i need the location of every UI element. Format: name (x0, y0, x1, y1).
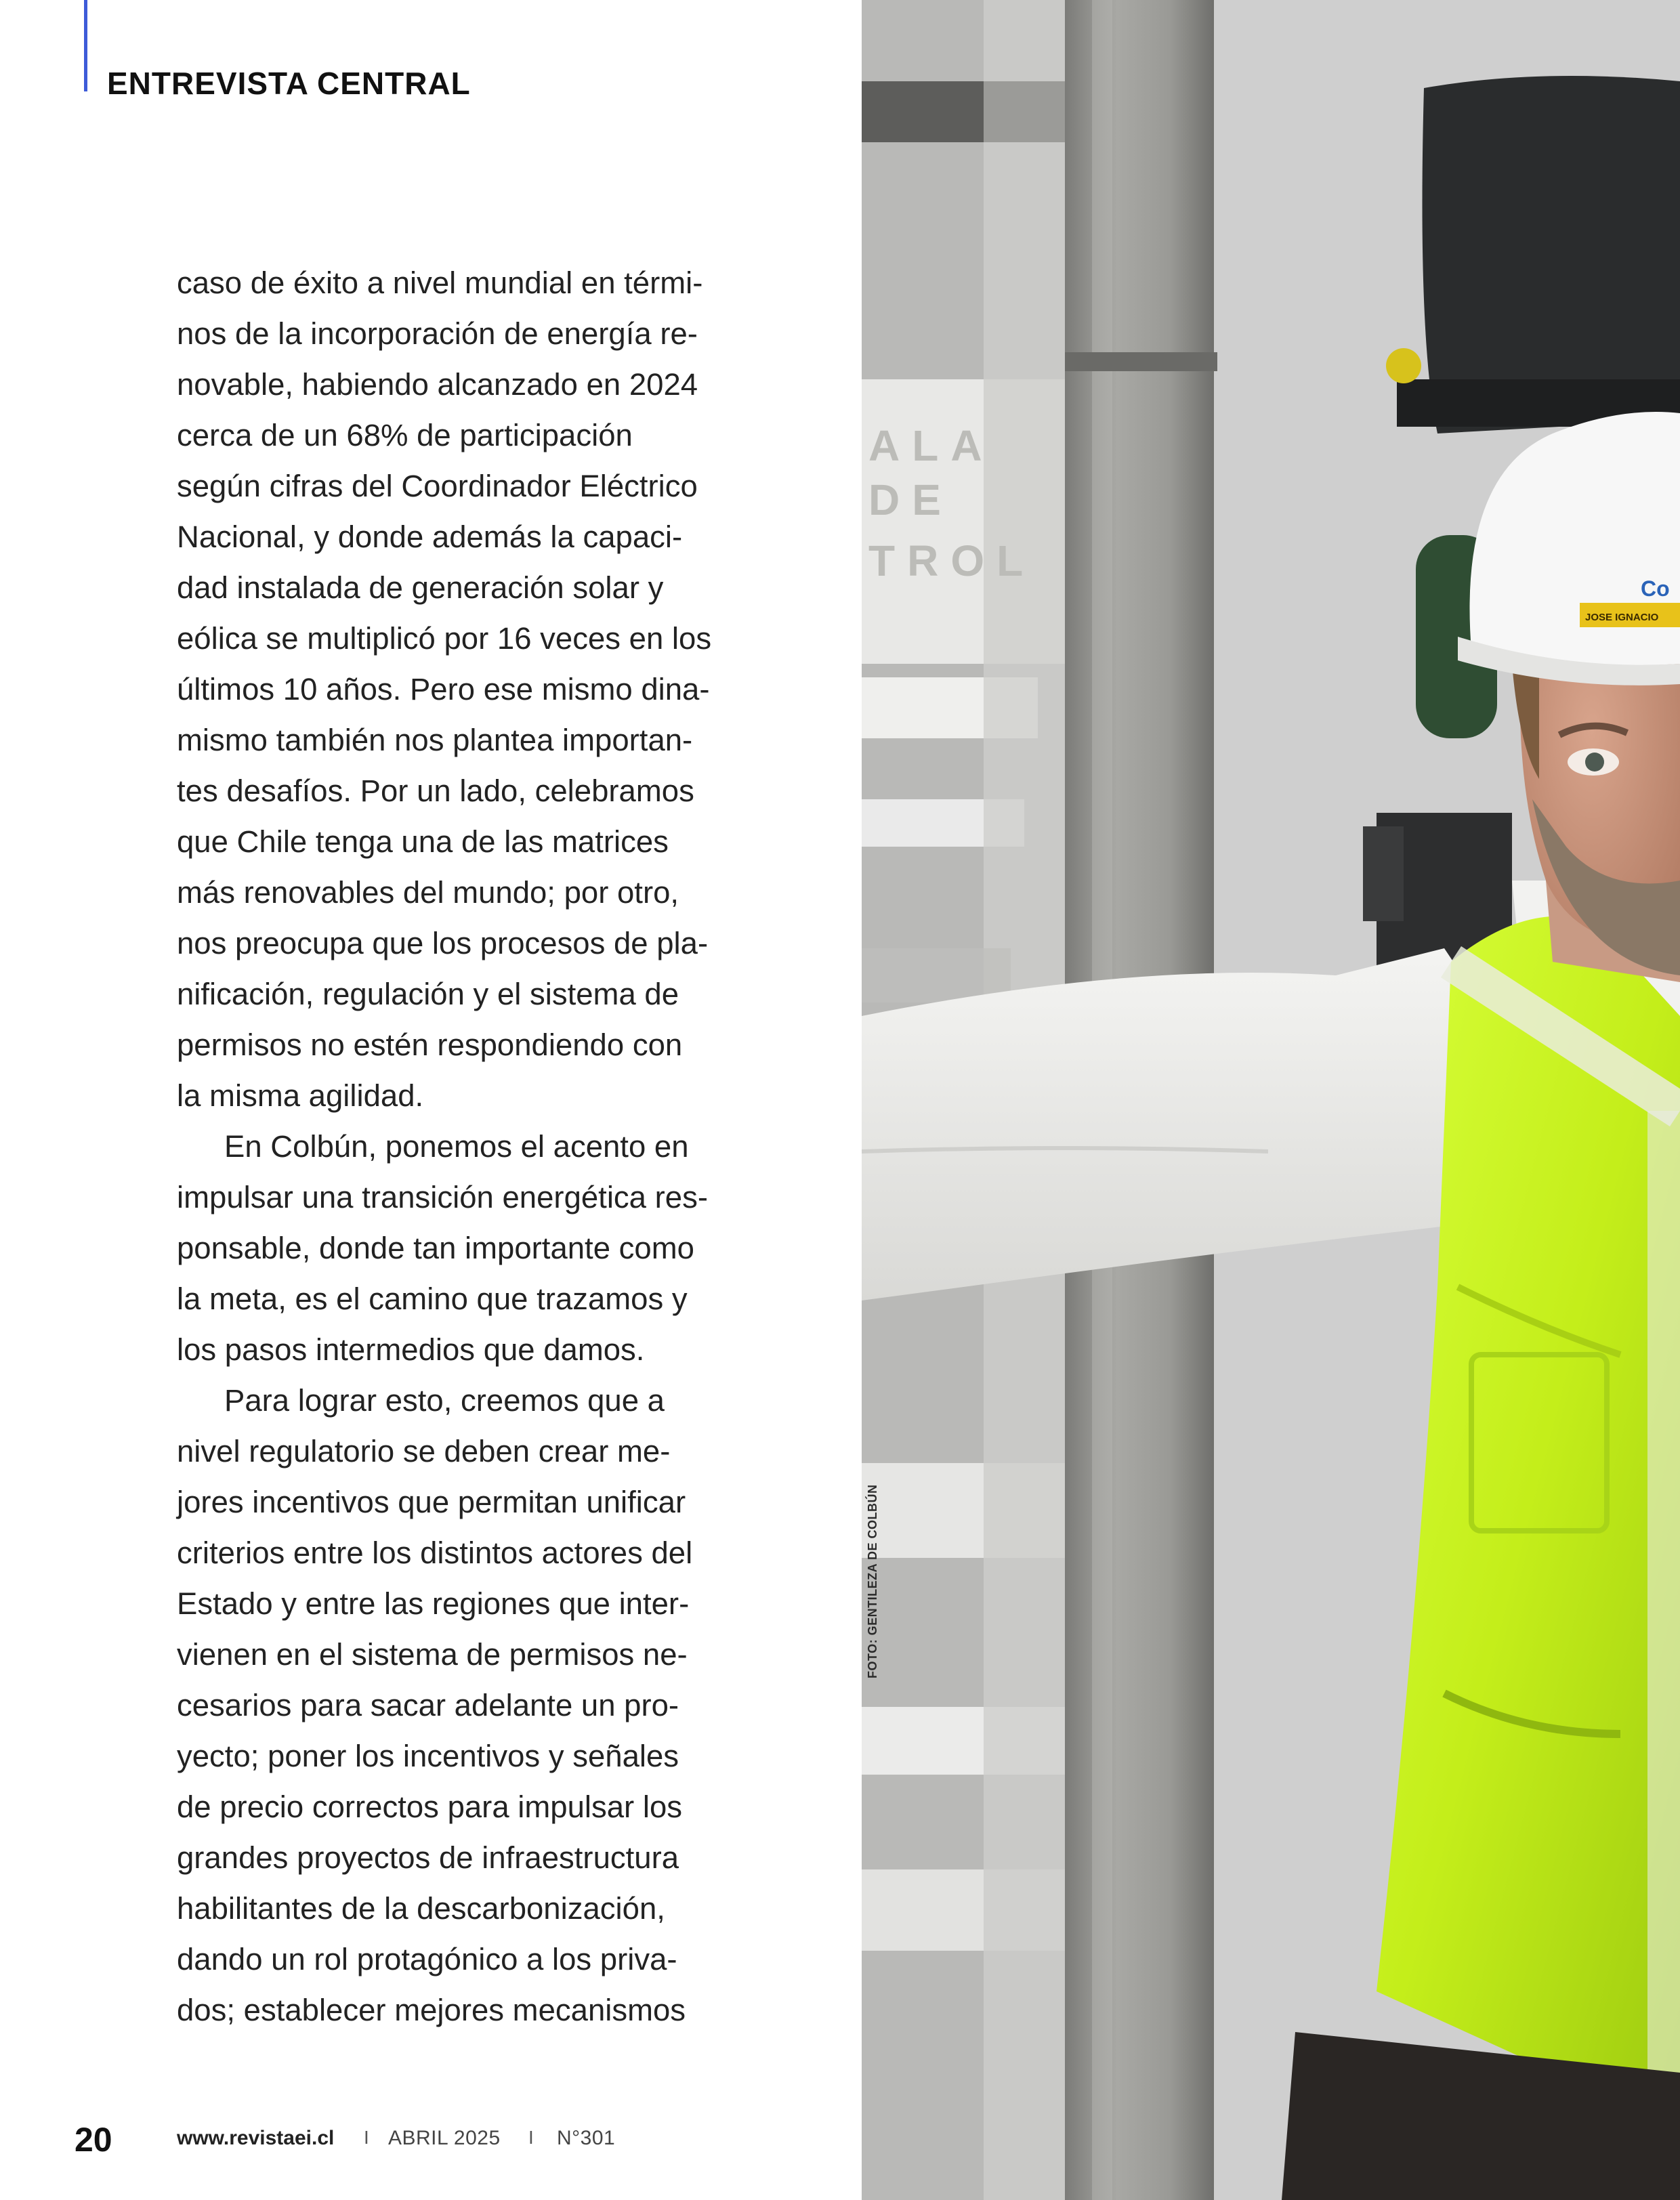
article-line: criterios entre los distintos actores del (177, 1536, 693, 1570)
article-paragraph-start: Para lograr esto, creemos que a (224, 1383, 665, 1418)
photo-illustration (862, 0, 1680, 2200)
article-line: grandes proyectos de infraestructura (177, 1840, 679, 1875)
article-paragraph-start: En Colbún, ponemos el acento en (224, 1129, 689, 1164)
sign-text-line: DE (868, 475, 953, 524)
page-number: 20 (75, 2121, 112, 2159)
article-line: cesarios para sacar adelante un pro- (177, 1688, 679, 1722)
article-body (177, 257, 800, 2035)
article-line: nificación, regulación y el sistema de (177, 977, 679, 1011)
article-line: novable, habiendo alcanzado en 2024 (177, 367, 698, 402)
page-footer (0, 2120, 862, 2167)
article-line: habilitantes de la descarbonización, (177, 1891, 665, 1926)
photo-credit-text: FOTO: GENTILEZA DE COLBÚN (866, 1484, 879, 1678)
article-line: que Chile tenga una de las matrices (177, 824, 669, 859)
article-line: la misma agilidad. (177, 1078, 424, 1113)
article-line: según cifras del Coordinador Eléctrico (177, 469, 698, 503)
photo-worker-in-plant (862, 0, 1680, 2200)
sign-text-line: TROL (868, 536, 1036, 585)
article-line: dad instalada de generación solar y (177, 570, 664, 605)
article-line: de precio correctos para impulsar los (177, 1790, 683, 1824)
website-url: www.revistaei.cl (177, 2127, 335, 2149)
section-title: ENTREVISTA CENTRAL (107, 66, 471, 101)
article-line: Estado y entre las regiones que inter- (177, 1586, 690, 1621)
article-line: jores incentivos que permitan unificar (177, 1485, 686, 1519)
footer-separator: I (364, 2127, 369, 2148)
article-line: nos preocupa que los procesos de pla- (177, 926, 709, 960)
article-line: cerca de un 68% de participación (177, 418, 633, 452)
article-line: ponsable, donde tan importante como (177, 1231, 694, 1265)
article-line: tes desafíos. Por un lado, celebramos (177, 774, 694, 808)
article-line: más renovables del mundo; por otro, (177, 875, 679, 910)
article-line: Nacional, y donde además la capaci- (177, 520, 683, 554)
article-line: los pasos intermedios que damos. (177, 1332, 645, 1367)
article-line: la meta, es el camino que trazamos y (177, 1282, 688, 1316)
article-line: nos de la incorporación de energía re- (177, 316, 698, 351)
issue-number: N°301 (557, 2127, 616, 2149)
helmet-logo: Co (1641, 576, 1670, 601)
section-accent-rule (84, 0, 87, 91)
article-line: mismo también nos plantea importan- (177, 723, 693, 757)
article-line: yecto; poner los incentivos y señales (177, 1739, 679, 1773)
article-line: impulsar una transición energética res- (177, 1180, 708, 1214)
footer-separator: I (528, 2127, 534, 2148)
article-line: nivel regulatorio se deben crear me- (177, 1434, 671, 1468)
article-line: vienen en el sistema de permisos ne- (177, 1637, 688, 1672)
article-line: permisos no estén respondiendo con (177, 1028, 683, 1062)
article-line: caso de éxito a nivel mundial en térmi- (177, 266, 703, 300)
article-line: dando un rol protagónico a los priva- (177, 1942, 677, 1976)
issue-date: ABRIL 2025 (388, 2127, 501, 2149)
article-line: últimos 10 años. Pero ese mismo dina- (177, 672, 710, 706)
article-line: eólica se multiplicó por 16 veces en los (177, 621, 712, 656)
sign-text-line: ALA (868, 421, 994, 470)
article-line: dos; establecer mejores mecanismos (177, 1993, 686, 2027)
helmet-name-label: JOSE IGNACIO (1585, 612, 1659, 623)
